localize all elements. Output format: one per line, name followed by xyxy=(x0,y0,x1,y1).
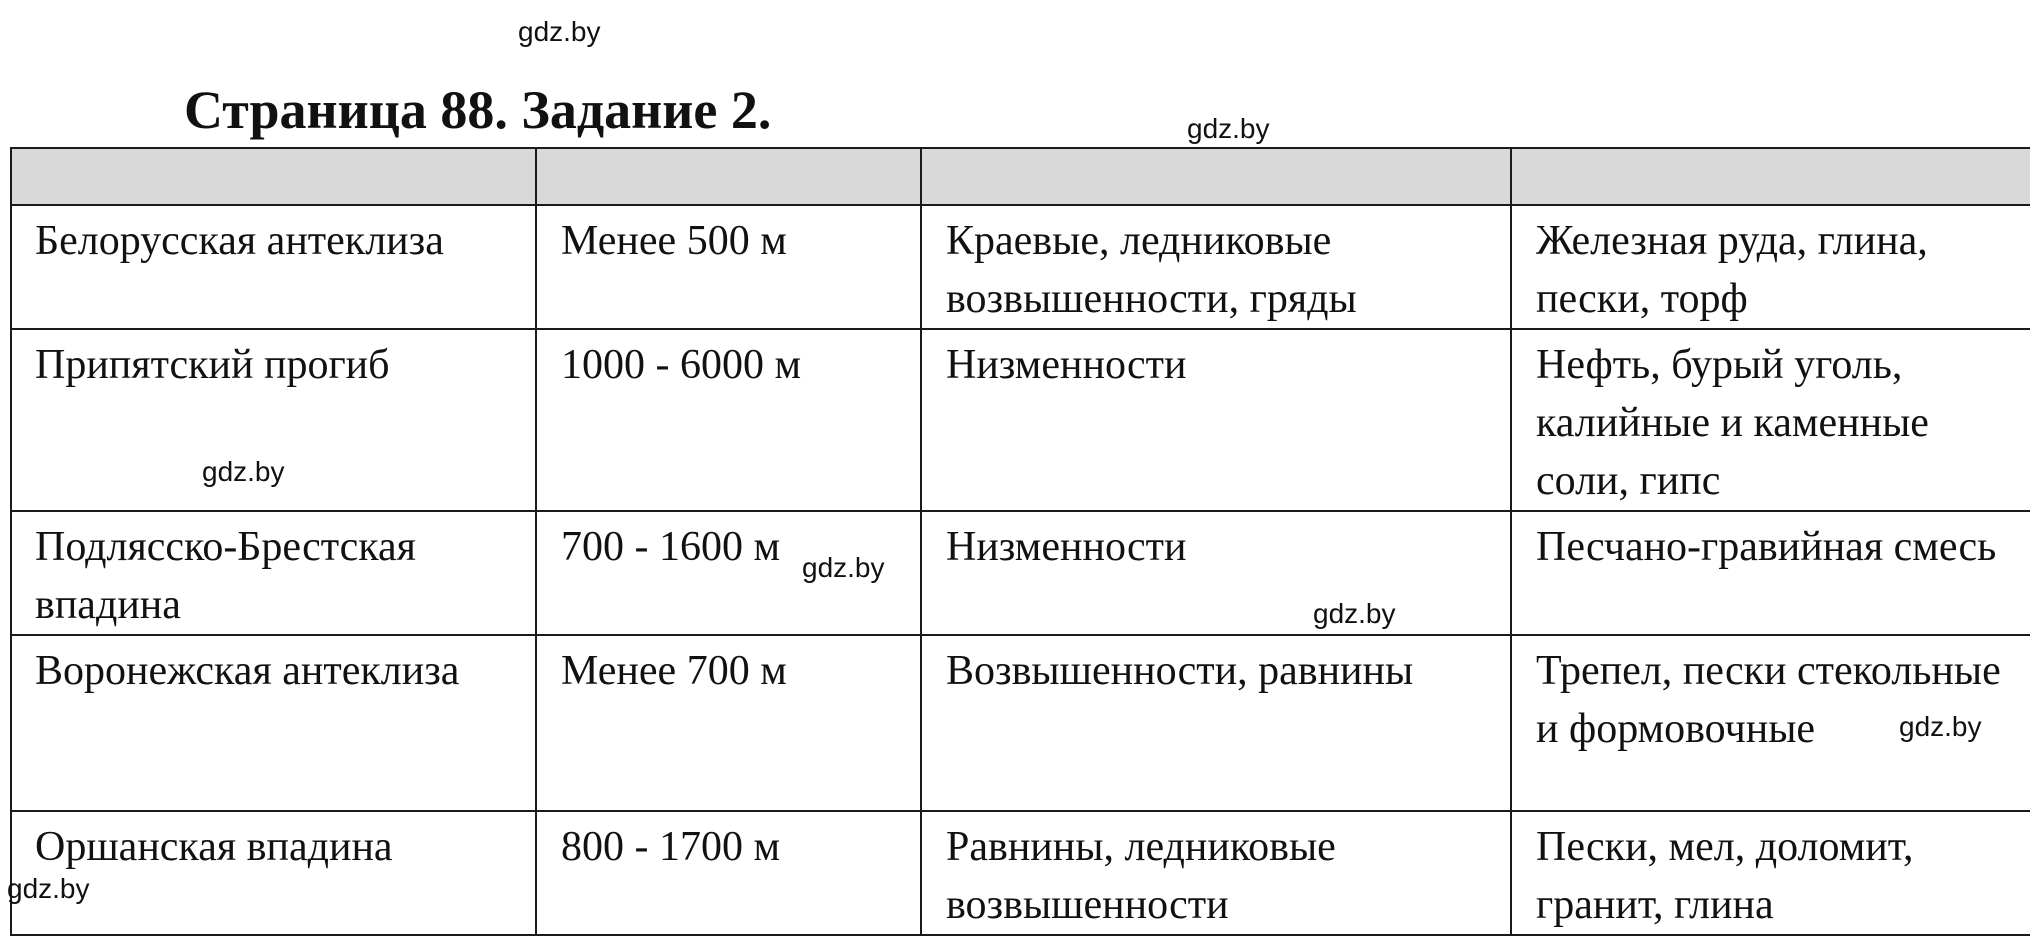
cell-text: Припятский прогиб xyxy=(35,342,390,388)
structure-cell xyxy=(11,511,536,635)
table-row xyxy=(11,811,2030,935)
watermark-text: gdz.by xyxy=(202,456,285,487)
watermark-text: gdz.by xyxy=(1899,711,1982,742)
relief-cell xyxy=(921,635,1511,811)
cell-text: 800 - 1700 м xyxy=(561,824,781,870)
minerals-cell xyxy=(1511,329,2030,511)
relief-cell xyxy=(921,329,1511,511)
depth-cell xyxy=(536,811,921,935)
cell-text: Белорусская антеклиза xyxy=(35,218,444,264)
table-row xyxy=(11,329,2030,511)
cell-text: 700 - 1600 м xyxy=(561,524,781,570)
cell-text: Менее 500 м xyxy=(561,218,787,264)
geology-table xyxy=(10,147,2030,936)
cell-text: Трепел, пески стекольные и формовочные xyxy=(1536,648,2001,752)
table-header-cell xyxy=(1511,148,2030,205)
cell-text: Песчано-гравийная смесь xyxy=(1536,524,1997,570)
table-header-row xyxy=(11,148,2030,205)
cell-text: 1000 - 6000 м xyxy=(561,342,802,388)
depth-cell xyxy=(536,205,921,329)
table-row xyxy=(11,511,2030,635)
cell-text: Возвышенности, равнины xyxy=(946,648,1414,694)
table-row xyxy=(11,205,2030,329)
relief-cell xyxy=(921,811,1511,935)
cell-text: Воронежская антеклиза xyxy=(35,648,460,694)
cell-text: Пески, мел, доломит, гранит, глина xyxy=(1536,824,1914,928)
depth-cell xyxy=(536,635,921,811)
depth-cell xyxy=(536,329,921,511)
page-title: Страница 88. Задание 2. xyxy=(184,80,772,140)
table-row xyxy=(11,635,2030,811)
minerals-cell xyxy=(1511,811,2030,935)
cell-text: Менее 700 м xyxy=(561,648,787,694)
cell-text: Низменности xyxy=(946,342,1187,388)
cell-text: Железная руда, глина, пески, торф xyxy=(1536,218,1928,322)
watermark-text: gdz.by xyxy=(518,16,601,47)
cell-text: Низменности xyxy=(946,524,1187,570)
table-header-cell xyxy=(11,148,536,205)
relief-cell xyxy=(921,511,1511,635)
structure-cell xyxy=(11,635,536,811)
cell-text: Подлясско-Брестская впадина xyxy=(35,524,416,628)
relief-cell xyxy=(921,205,1511,329)
watermark-text: gdz.by xyxy=(1313,598,1396,629)
watermark-text: gdz.by xyxy=(1187,113,1270,144)
minerals-cell xyxy=(1511,511,2030,635)
minerals-cell xyxy=(1511,205,2030,329)
structure-cell xyxy=(11,205,536,329)
table-header-cell xyxy=(921,148,1511,205)
cell-text: Равнины, ледниковые возвышенности xyxy=(946,824,1336,928)
cell-text: Краевые, ледниковые возвышенности, гряды xyxy=(946,218,1357,322)
watermark-text: gdz.by xyxy=(802,552,885,583)
structure-cell xyxy=(11,811,536,935)
table-header-cell xyxy=(536,148,921,205)
cell-text: Оршанская впадина xyxy=(35,824,393,870)
cell-text: Нефть, бурый уголь, калийные и каменные соли, гипс xyxy=(1536,342,1929,504)
watermark-text: gdz.by xyxy=(7,873,90,904)
